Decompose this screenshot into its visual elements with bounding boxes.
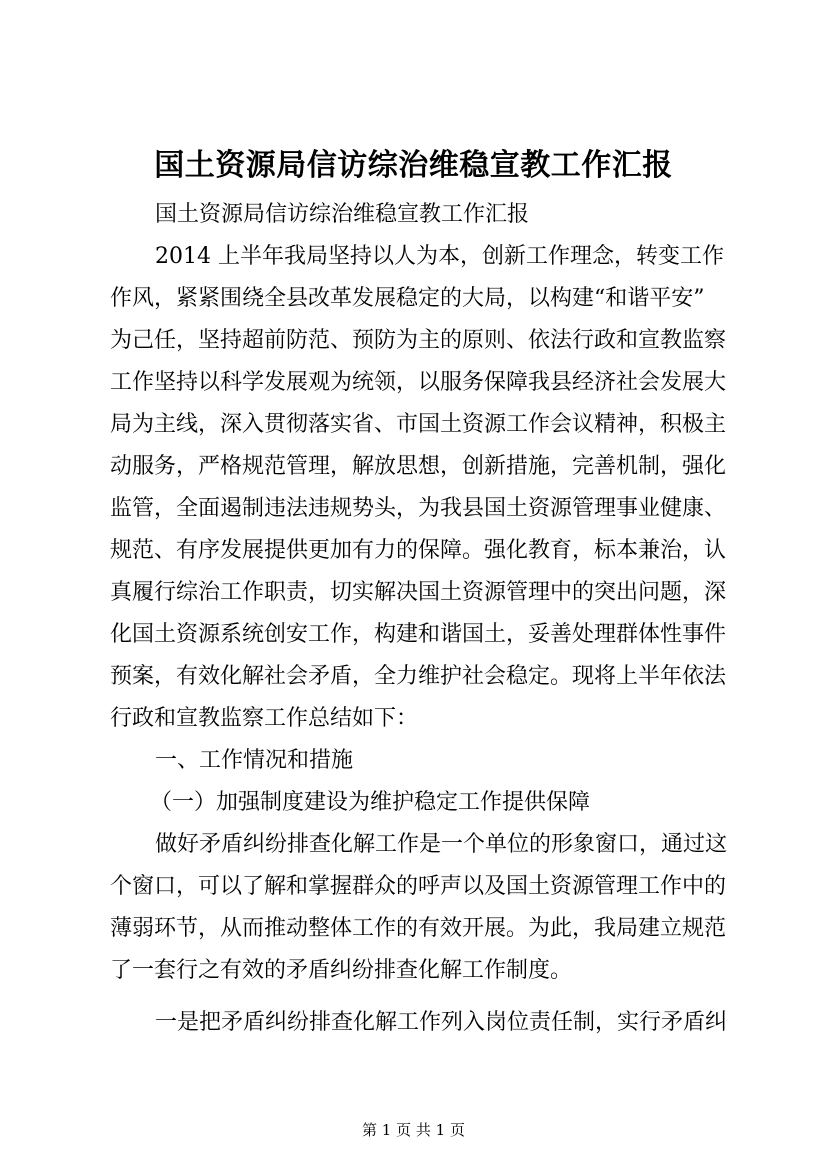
body-line: 真履行综治工作职责，切实解决国土资源管理中的突出问题，深 (110, 580, 727, 605)
body-line: 动服务，严格规范管理，解放思想，创新措施，完善机制，强化 (110, 454, 727, 479)
body-line: 个窗口，可以了解和掌握群众的呼声以及国土资源管理工作中的 (110, 874, 727, 899)
body-line: 薄弱环节，从而推动整体工作的有效开展。为此，我局建立规范 (110, 916, 727, 941)
page-footer: 第 1 页 共 1 页 (362, 1121, 465, 1139)
body-line: 化国土资源系统创安工作，构建和谐国土，妥善处理群体性事件 (110, 622, 727, 647)
body-line: 监管，全面遏制违法违规势头，为我县国土资源管理事业健康、 (110, 496, 727, 521)
body-line: 了一套行之有效的矛盾纠纷排查化解工作制度。 (110, 958, 573, 983)
body-line: 2014 上半年我局坚持以人为本，创新工作理念，转变工作 (155, 244, 724, 269)
document-subtitle: 国土资源局信访综治维稳宣教工作汇报 (155, 202, 530, 227)
body-line: 局为主线，深入贯彻落实省、市国土资源工作会议精神，积极主 (110, 412, 727, 437)
body-line: 为己任，坚持超前防范、预防为主的原则、依法行政和宣教监察 (110, 328, 727, 353)
subsection-heading: （一）加强制度建设为维护稳定工作提供保障 (150, 790, 591, 815)
body-line: 行政和宣教监察工作总结如下： (110, 706, 419, 731)
body-line: 一是把矛盾纠纷排查化解工作列入岗位责任制，实行矛盾纠 (155, 1010, 728, 1035)
body-line: 工作坚持以科学发展观为统领，以服务保障我县经济社会发展大 (110, 370, 727, 395)
section-heading: 一、工作情况和措施 (155, 748, 354, 773)
body-line: 做好矛盾纠纷排查化解工作是一个单位的形象窗口，通过这 (155, 832, 728, 857)
body-line: 作风，紧紧围绕全县改革发展稳定的大局，以构建“和谐平安” (110, 286, 705, 311)
document-title: 国土资源局信访综治维稳宣教工作汇报 (154, 148, 673, 183)
body-line: 规范、有序发展提供更加有力的保障。强化教育，标本兼治，认 (110, 538, 727, 563)
body-line: 预案，有效化解社会矛盾，全力维护社会稳定。现将上半年依法 (110, 664, 727, 689)
